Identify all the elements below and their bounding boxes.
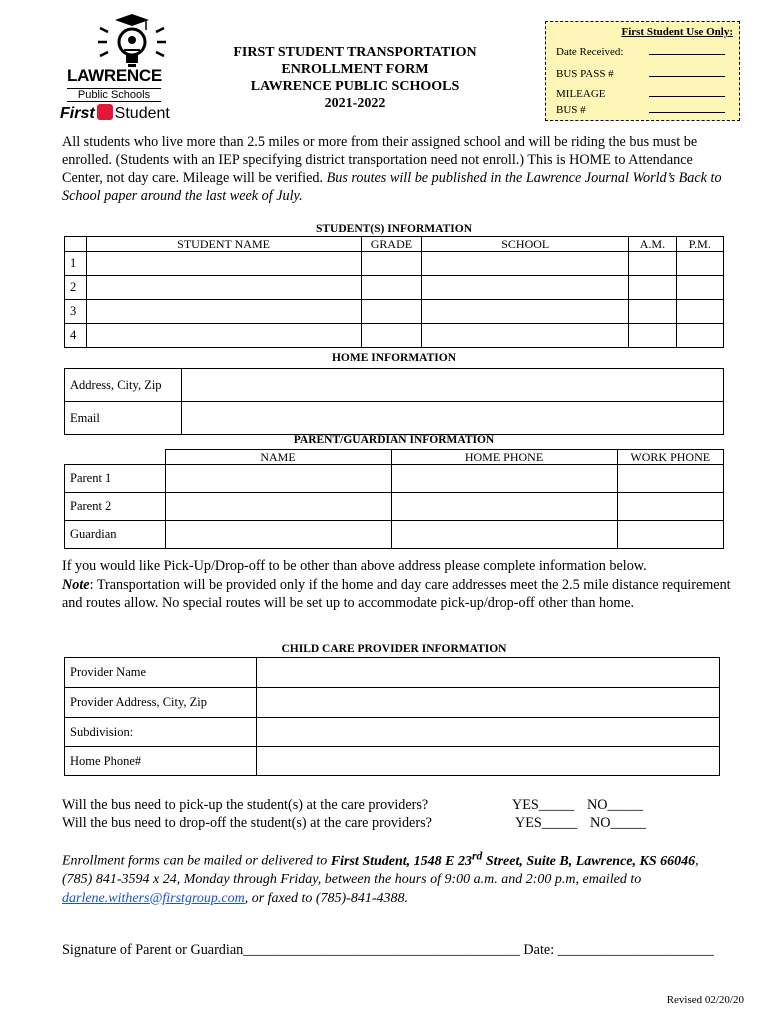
office-use-label: Date Received: xyxy=(556,46,624,58)
mileage-field[interactable] xyxy=(649,88,725,97)
office-use-heading: First Student Use Only: xyxy=(621,26,733,38)
work-phone-cell[interactable] xyxy=(617,493,724,521)
row-number-header xyxy=(65,237,87,252)
student-name-cell[interactable] xyxy=(86,252,361,276)
first-student-student: Student xyxy=(114,105,170,122)
column-header: GRADE xyxy=(361,237,422,252)
provider-address-field[interactable] xyxy=(257,688,720,718)
table-row xyxy=(65,276,724,300)
table-row xyxy=(65,465,724,493)
column-header: HOME PHONE xyxy=(391,450,617,465)
date-received-field[interactable] xyxy=(649,46,725,55)
childcare-label: Home Phone# xyxy=(65,747,257,776)
pm-cell[interactable] xyxy=(676,276,723,300)
home-phone-field[interactable] xyxy=(257,747,720,776)
table-row xyxy=(65,402,724,435)
title-line-4: 2021-2022 xyxy=(324,96,386,111)
closing-sup: rd xyxy=(472,849,483,862)
childcare-heading: CHILD CARE PROVIDER INFORMATION xyxy=(281,643,507,655)
student-name-cell[interactable] xyxy=(86,300,361,324)
office-use-label: BUS # xyxy=(556,104,586,116)
closing-b: First Student, 1548 E 23 xyxy=(330,853,473,869)
logo-subtitle: Public Schools xyxy=(67,88,161,102)
home-label: Email xyxy=(65,402,182,435)
table-row xyxy=(65,521,724,549)
students-table xyxy=(64,236,724,348)
am-cell[interactable] xyxy=(629,276,676,300)
childcare-label: Provider Name xyxy=(65,658,257,688)
bus-number-field[interactable] xyxy=(649,104,725,113)
table-row xyxy=(65,493,724,521)
pickup-yes[interactable]: YES_____ xyxy=(512,797,575,813)
column-header: STUDENT NAME xyxy=(86,237,361,252)
parent-name-cell[interactable] xyxy=(165,521,391,549)
am-cell[interactable] xyxy=(629,252,676,276)
grade-cell[interactable] xyxy=(361,276,422,300)
home-phone-cell[interactable] xyxy=(391,493,617,521)
intro-paragraph xyxy=(62,133,722,205)
am-cell[interactable] xyxy=(629,300,676,324)
table-header-row xyxy=(65,237,724,252)
email-field[interactable] xyxy=(182,402,724,435)
form-title xyxy=(200,44,510,112)
parents-table xyxy=(64,449,724,549)
office-use-box xyxy=(545,21,740,121)
school-cell[interactable] xyxy=(422,252,629,276)
students-heading: STUDENT(S) INFORMATION xyxy=(315,223,472,235)
address-field[interactable] xyxy=(182,369,724,402)
office-use-row xyxy=(556,68,725,80)
table-row xyxy=(65,252,724,276)
column-header: NAME xyxy=(165,450,391,465)
closing-c: Street, Suite B, Lawrence, KS 66046 xyxy=(482,853,696,869)
column-header: WORK PHONE xyxy=(617,450,724,465)
email-link[interactable]: darlene.withers@firstgroup.com xyxy=(62,890,245,906)
grade-cell[interactable] xyxy=(361,300,422,324)
home-heading: HOME INFORMATION xyxy=(331,352,457,364)
title-line-1: FIRST STUDENT TRANSPORTATION xyxy=(233,45,477,60)
lawrence-bulb-logo-icon xyxy=(60,14,190,74)
closing-d: , (785) 841-3594 x 24, Monday through Friday, between the hours of 9:00 a.m. and 2:00 p.m, emailed to xyxy=(62,853,699,888)
parents-heading: PARENT/GUARDIAN INFORMATION xyxy=(293,434,495,446)
table-row xyxy=(65,369,724,402)
note-label: Note xyxy=(62,576,90,593)
dropoff-no[interactable]: NO_____ xyxy=(590,815,646,831)
work-phone-cell[interactable] xyxy=(617,521,724,549)
logo-wordmark: LAWRENCE xyxy=(67,66,162,85)
office-use-label: MILEAGE xyxy=(556,88,606,100)
intro-italic: Bus routes will be published in the Lawrence Journal World’s Back to School paper around the last week of July. xyxy=(62,170,722,204)
pickup-paragraph xyxy=(62,557,732,613)
subdivision-field[interactable] xyxy=(257,718,720,747)
closing-paragraph xyxy=(62,847,727,908)
row-number: 4 xyxy=(65,324,87,348)
pickup-no[interactable]: NO_____ xyxy=(587,797,643,813)
office-use-label: BUS PASS # xyxy=(556,68,614,80)
student-name-cell[interactable] xyxy=(86,276,361,300)
table-row xyxy=(65,658,720,688)
home-phone-cell[interactable] xyxy=(391,465,617,493)
table-row xyxy=(65,688,720,718)
signature-line[interactable]: Signature of Parent or Guardian_______________________________________ Date: ______________________ xyxy=(62,942,714,958)
pm-cell[interactable] xyxy=(676,324,723,348)
pm-cell[interactable] xyxy=(676,252,723,276)
column-header: A.M. xyxy=(629,237,676,252)
table-row xyxy=(65,747,720,776)
parent-label: Parent 2 xyxy=(65,493,166,521)
column-header: SCHOOL xyxy=(422,237,629,252)
closing-address xyxy=(330,849,696,869)
parent-label: Guardian xyxy=(65,521,166,549)
row-number: 2 xyxy=(65,276,87,300)
school-cell[interactable] xyxy=(422,276,629,300)
intro-text: All students who live more than 2.5 miles or more from their assigned school and will be riding the bus must be enrolled. (Students with an IEP specifying district transportation need not enroll.) This is HOME to Attendance Center, not day care. Mileage will be verified. xyxy=(62,134,698,186)
empty-header xyxy=(65,450,166,465)
home-label: Address, City, Zip xyxy=(65,369,182,402)
dropoff-question: Will the bus need to drop-off the student(s) at the care providers? xyxy=(62,815,432,831)
work-phone-cell[interactable] xyxy=(617,465,724,493)
table-row xyxy=(65,718,720,747)
revised-date: Revised 02/20/20 xyxy=(666,994,744,1006)
first-student-badge-icon xyxy=(97,104,113,120)
student-name-cell[interactable] xyxy=(86,324,361,348)
closing-e: , or faxed to (785)-841-4388. xyxy=(244,890,409,906)
am-cell[interactable] xyxy=(629,324,676,348)
provider-name-field[interactable] xyxy=(257,658,720,688)
childcare-table xyxy=(64,657,720,776)
grade-cell[interactable] xyxy=(361,324,422,348)
title-line-2: ENROLLMENT FORM xyxy=(281,62,429,77)
school-cell[interactable] xyxy=(422,300,629,324)
parent-name-cell[interactable] xyxy=(165,493,391,521)
bus-pass-field[interactable] xyxy=(649,68,725,77)
pickup-line: If you would like Pick-Up/Drop-off to be other than above address please complete information below. xyxy=(62,558,647,574)
home-table xyxy=(64,368,724,435)
column-header: P.M. xyxy=(676,237,723,252)
table-row xyxy=(65,324,724,348)
table-row xyxy=(65,300,724,324)
note-text: : Transportation will be provided only if the home and day care addresses meet the 2.5 mile distance requirement and routes allow. No special routes will be set up to accommodate pick-up/drop-off other than home. xyxy=(62,576,731,611)
closing-a: Enrollment forms can be mailed or delivered to xyxy=(62,853,331,869)
office-use-row xyxy=(556,104,725,116)
childcare-label: Subdivision: xyxy=(65,718,257,747)
home-phone-cell[interactable] xyxy=(391,521,617,549)
row-number: 3 xyxy=(65,300,87,324)
grade-cell[interactable] xyxy=(361,252,422,276)
office-use-row xyxy=(556,46,725,58)
pm-cell[interactable] xyxy=(676,300,723,324)
pickup-question: Will the bus need to pick-up the student(s) at the care providers? xyxy=(62,797,429,813)
title-line-3: LAWRENCE PUBLIC SCHOOLS xyxy=(250,79,460,94)
row-number: 1 xyxy=(65,252,87,276)
first-student-first: First xyxy=(60,105,95,122)
dropoff-yes[interactable]: YES_____ xyxy=(515,815,578,831)
first-student-logo xyxy=(60,104,170,123)
childcare-label: Provider Address, City, Zip xyxy=(65,688,257,718)
parent-name-cell[interactable] xyxy=(165,465,391,493)
parent-label: Parent 1 xyxy=(65,465,166,493)
office-use-row xyxy=(556,88,725,100)
school-cell[interactable] xyxy=(422,324,629,348)
table-header-row xyxy=(65,450,724,465)
